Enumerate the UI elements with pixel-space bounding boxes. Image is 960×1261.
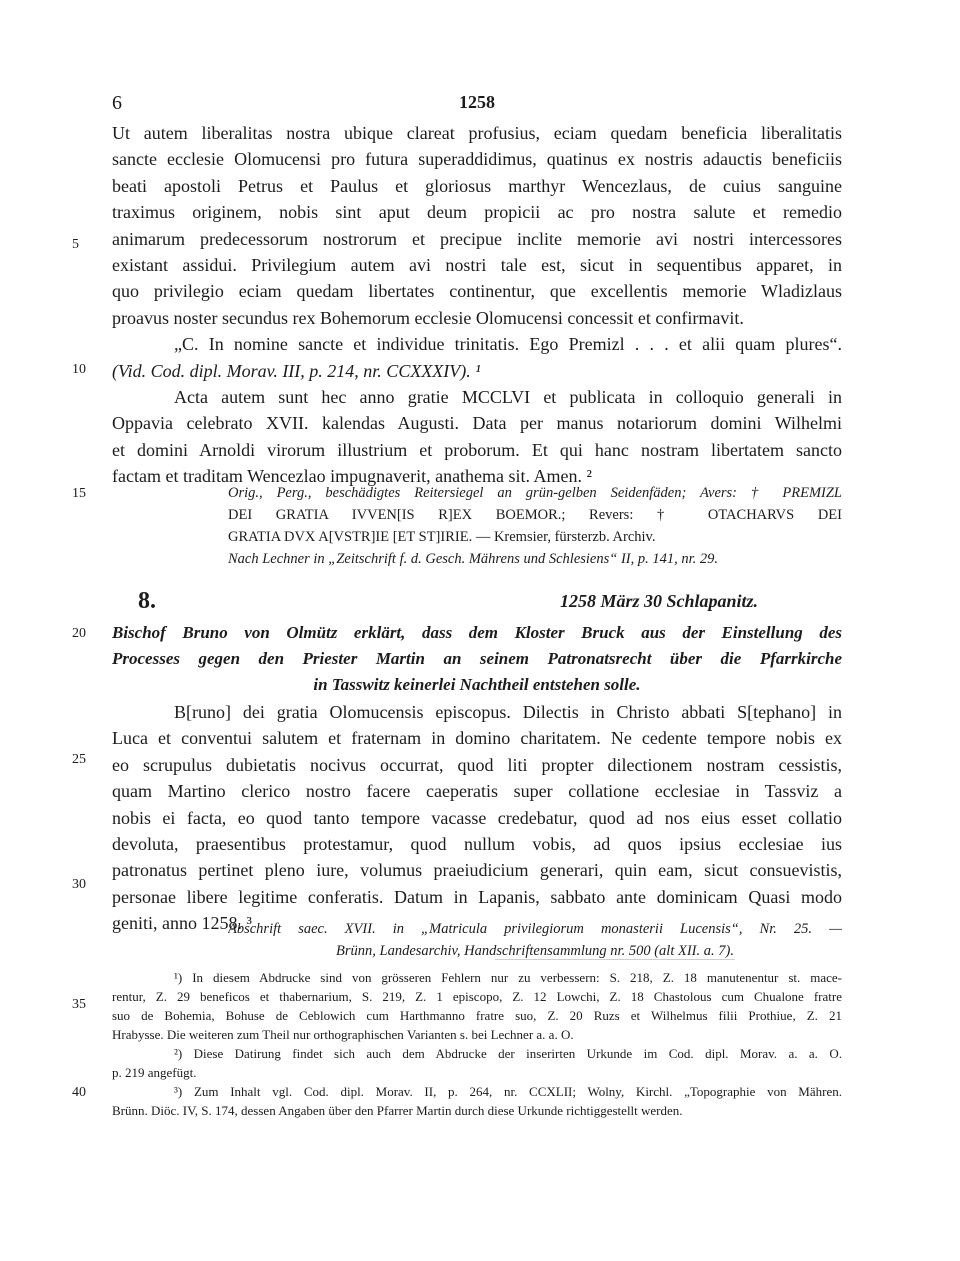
- body-line: existant assidui. Privilegium autem avi nostri tale est, sicut in sequentibus apparet, in: [112, 254, 842, 275]
- body-line: Oppavia celebrato XVII. kalendas Augusti. Data per manus notariorum domini Wilhelmi: [112, 413, 842, 434]
- document-line: devoluta, praesentibus protestamur, quod nullum vobis, ad quos ipsius ecclesiae ius: [112, 833, 842, 854]
- body-line: beati apostoli Petrus et Paulus et gloriosus marthyr Wencezlaus, de cuius sanguine: [112, 175, 842, 196]
- document-line: geniti, anno 1258. ³: [112, 913, 252, 934]
- line-number: 40: [72, 1085, 86, 1100]
- regest-line: Processes gegen den Priester Martin an seinem Patronatsrecht über die Pfarrkirche: [112, 649, 842, 668]
- document-first-line: B[runo] dei gratia Olomucensis episcopus. Dilectis in Christo abbati S[tephano] in: [174, 702, 842, 722]
- source-note: [228, 482, 842, 570]
- document-date-place: 1258 März 30 Schlapanitz.: [560, 591, 759, 611]
- line-number: 30: [72, 877, 86, 892]
- footnote-line: p. 219 angefügt.: [112, 1065, 197, 1080]
- source-note-line: DEI GRATIA IVVEN[IS R]EX BOEMOR.; Revers: † OTACHARVS DEI: [228, 507, 842, 523]
- body-line: et domini Arnoldi virorum illustrium et proborum. Et qui hanc nostram libertatem sancto: [112, 439, 842, 460]
- document-text: [112, 699, 842, 937]
- citation-line: (Vid. Cod. dipl. Morav. III, p. 214, nr. CCXXXIV). ¹: [112, 360, 481, 381]
- document-line: quam Martino clerico nostro facere caeperatis super collatione ecclesiae in Tassviz a: [112, 781, 842, 802]
- line-number: 35: [72, 997, 86, 1012]
- footnote-line: Brünn. Diöc. IV, S. 174, dessen Angaben über den Pfarrer Martin durch diese Urkunde richtiggestellt werden.: [112, 1103, 683, 1118]
- page-number: 6: [112, 92, 122, 114]
- body-text: [112, 120, 842, 489]
- footnotes: [112, 968, 842, 1120]
- line-number: 25: [72, 752, 86, 767]
- document-source: [228, 918, 842, 962]
- footnote-line: ³) Zum Inhalt vgl. Cod. dipl. Morav. II, p. 264, nr. CCXLII; Wolny, Kirchl. „Topographie von Mähren.: [174, 1084, 842, 1099]
- line-number: 5: [72, 237, 79, 252]
- body-line: proavus noster secundus rex Bohemorum ecclesie Olomucensi concessit et confirmavit.: [112, 307, 744, 328]
- body-line: Ut autem liberalitas nostra ubique clareat profusius, eciam quedam beneficia liberalitatis: [112, 123, 842, 143]
- body-line: factam et traditam Wencezlao impugnaverit, anathema sit. Amen. ²: [112, 466, 592, 487]
- body-line: sancte ecclesie Olomucensi pro futura superaddidimus, quatinus ex nostris adauctis beneficiis: [112, 149, 842, 170]
- footnote-line: ¹) In diesem Abdrucke sind von grösseren Fehlern nur zu verbessern: S. 218, Z. 18 manutenentur st. mace-: [174, 970, 842, 985]
- document-line: patronatus pertinet pleno iure, volumus praeiudicium generari, quin eam, sicut consuevistis,: [112, 860, 842, 881]
- document-line: eo scrupulus dubietatis nocivus occurrat, quod liti propter dilectionem nostram cessistis,: [112, 754, 842, 775]
- line-number: 10: [72, 362, 86, 377]
- document-source-line: Abschrift saec. XVII. in „Matricula privilegiorum monasterii Lucensis“, Nr. 25. —: [228, 921, 842, 937]
- page-header: [112, 92, 842, 118]
- running-head-year: 1258: [459, 92, 495, 112]
- source-note-line: Orig., Perg., beschädigtes Reitersiegel an grün-gelben Seidenfäden; Avers: † PREMIZL: [228, 485, 842, 501]
- body-line: Acta autem sunt hec anno gratie MCCLVI et publicata in colloquio generali in: [174, 386, 842, 407]
- line-number: 15: [72, 486, 86, 501]
- quoted-incipit: „C. In nomine sancte et individue trinitatis. Ego Premizl . . . et alii quam plures“.: [174, 334, 842, 355]
- body-line: traximus originem, nobis sint aput deum propicii ac pro nostra salute et remedio: [112, 202, 842, 223]
- line-number: 20: [72, 626, 86, 641]
- footnote-line: ²) Diese Datirung findet sich auch dem Abdrucke der inserirten Urkunde im Cod. dipl. Morav. a. a. O.: [174, 1046, 842, 1061]
- body-line: animarum predecessorum nostrorum et precipue inclite memorie avi nostri intercessores: [112, 228, 842, 249]
- footnote-line: Hrabysse. Die weiteren zum Theil nur orthographischen Varianten s. bei Lechner a. a. O.: [112, 1027, 574, 1042]
- regest-line: Bischof Bruno von Olmütz erklärt, dass dem Kloster Bruck aus der Einstellung des: [112, 623, 842, 642]
- regest: [112, 620, 842, 698]
- source-note-line: Nach Lechner in „Zeitschrift f. d. Gesch. Mährens und Schlesiens“ II, p. 141, nr. 29.: [228, 551, 719, 567]
- document-line: personae libere legitime conferatis. Datum in Lapanis, sabbato ante dominicam Quasi modo: [112, 886, 842, 907]
- body-line: quo privilegio eciam quedam libertates continentur, que excellentis memorie Wladizlaus: [112, 281, 842, 302]
- source-note-line: GRATIA DVX A[VSTR]IE [ET ST]IRIE. — Kremsier, fürsterzb. Archiv.: [228, 529, 656, 545]
- document-source-line: Brünn, Landesarchiv, Handschriftensammlung nr. 500 (alt XII. a. 7).: [336, 943, 734, 959]
- document-line: Luca et conventui salutem et fraternam in domino charitatem. Ne cedente tempore nobis ex: [112, 728, 842, 749]
- footnote-rule: [495, 959, 735, 960]
- document-number: 8.: [138, 588, 156, 614]
- regest-line: in Tasswitz keinerlei Nachtheil entstehen solle.: [313, 675, 641, 694]
- footnote-line: suo de Bohemia, Bohuse de Ceblowich cum Harthmanno fratre suo, Z. 20 Ruzs et Wilhelmus filii Prothiue, Z. 21: [112, 1008, 842, 1023]
- footnote-line: rentur, Z. 29 beneficos et thabernarium, S. 219, Z. 1 episcopo, Z. 12 Lowchi, Z. 18 Chastolous cum Chualone fratre: [112, 989, 842, 1004]
- document-line: nobis ei facta, eo quod tanto tempore vacasse credebatur, quod ad nos eius esset collatio: [112, 807, 842, 828]
